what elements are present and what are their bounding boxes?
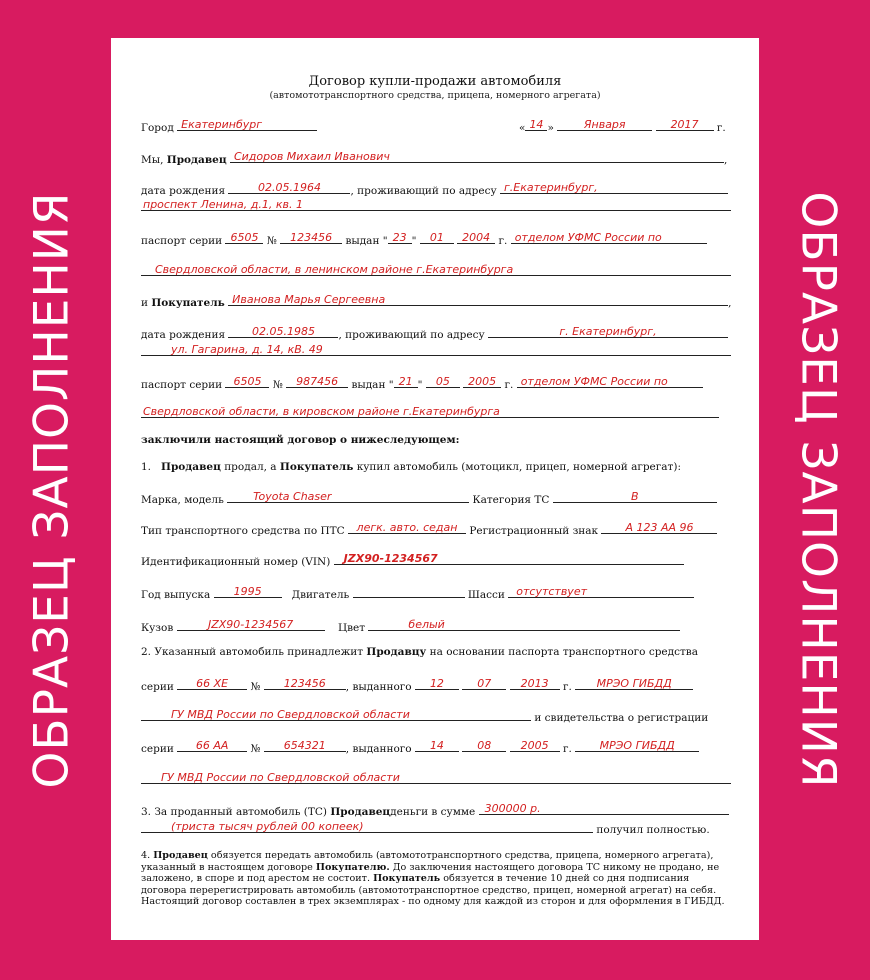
pts-month-field: 07 xyxy=(462,677,506,690)
clause-2-line xyxy=(141,646,741,658)
city-field: Екатеринбург xyxy=(177,118,317,131)
buyer-issuer-line-2 xyxy=(141,405,741,421)
buyer-issue-day: 21 xyxy=(394,375,418,388)
color-field: белый xyxy=(368,618,680,631)
clause-1-buyer: Покупатель xyxy=(279,461,354,473)
clause-3-text-start: 3. За проданный автомобиль (ТС) xyxy=(141,806,328,818)
cert-issuer-field-2: ГУ МВД России по Свердловской области xyxy=(141,771,731,784)
chassis-label: Шасси xyxy=(467,589,505,601)
seller-address-label: , проживающий по адресу xyxy=(350,185,497,197)
clause-3-money-label: деньги в сумме xyxy=(390,806,476,818)
clause-4-text-1: обязуется передать автомобиль (автомототранспортного средства, прицепа, номерного агрегата), указанный в настоящем договоре xyxy=(141,850,714,873)
model-label: Марка, модель xyxy=(141,494,224,506)
pts-year-field: 2013 xyxy=(510,677,560,690)
buyer-issuer-field-1: отделом УФМС России по xyxy=(517,375,703,388)
buyer-address-field-2: ул. Гагарина, д. 14, кВ. 49 xyxy=(141,343,731,356)
type-field: легк. авто. седан xyxy=(348,521,466,534)
pts-issuer-field-1: МРЭО ГИБДД xyxy=(575,677,693,690)
seller-birth-label: дата рождения xyxy=(141,185,226,197)
cert-year-field: 2005 xyxy=(510,739,560,752)
seller-comma: , xyxy=(723,154,728,166)
seller-issue-month: 01 xyxy=(420,231,454,244)
sum-field: 300000 р. xyxy=(479,802,729,815)
clause-4-buyer-2: Покупатель xyxy=(373,873,441,885)
buyer-issue-year: 2005 xyxy=(463,375,501,388)
concluded-heading: заключили настоящий договор о нижеследующем: xyxy=(141,434,460,446)
seller-role: Продавец xyxy=(166,154,227,166)
date-month-field: Января xyxy=(557,118,652,131)
seller-issue-year: 2004 xyxy=(457,231,495,244)
pts-issuer-field-2: ГУ МВД России по Свердловской области xyxy=(141,708,531,721)
clause-3-text-end: получил полностью. xyxy=(596,824,710,836)
seller-passport-label: паспорт серии xyxy=(141,235,223,247)
buyer-address-line-2 xyxy=(141,343,741,359)
buyer-passport-series: 6505 xyxy=(225,375,269,388)
vin-field: JZX90-1234567 xyxy=(334,552,684,565)
reg-field: А 123 АА 96 xyxy=(601,521,717,534)
seller-issued-label: выдан xyxy=(345,235,380,247)
cert-year-suffix: г. xyxy=(562,743,572,755)
clause-2-seller: Продавцу xyxy=(366,646,427,658)
pts-number-field: 123456 xyxy=(264,677,346,690)
body-label: Кузов xyxy=(141,622,174,634)
buyer-role: Покупатель xyxy=(151,297,225,309)
seller-number-label: № xyxy=(266,235,277,247)
cert-number-label: № xyxy=(250,743,261,755)
year-field: 1995 xyxy=(214,585,282,598)
pts-issued-label: , выданного xyxy=(345,681,412,693)
clause-1-number: 1. xyxy=(141,461,152,473)
buyer-birth-line xyxy=(141,325,741,341)
vehicle-type-line xyxy=(141,521,741,537)
buyer-issuer-field-2: Свердловской области, в кировском районе г.Екатеринбурга xyxy=(141,405,719,418)
type-label: Тип транспортного средства по ПТС xyxy=(141,525,345,537)
cert-line xyxy=(141,739,741,755)
vehicle-model-line xyxy=(141,490,741,506)
vehicle-year-line xyxy=(141,585,741,601)
engine-label: Двигатель xyxy=(291,589,350,601)
watermark-right: ОБРАЗЕЦ ЗАПОЛНЕНИЯ xyxy=(790,191,846,789)
seller-passport-number: 123456 xyxy=(280,231,342,244)
year-label: Год выпуска xyxy=(141,589,211,601)
seller-birth-field: 02.05.1964 xyxy=(228,181,350,194)
seller-issuer-field-2: Свердловской области, в ленинском районе г.Екатеринбурга xyxy=(141,263,731,276)
city-label: Город xyxy=(141,122,174,134)
engine-field xyxy=(353,585,465,598)
clause-1-sold: продал, а xyxy=(224,461,277,473)
cert-series-label: серии xyxy=(141,743,174,755)
clause-1-seller: Продавец xyxy=(161,461,221,473)
buyer-comma: , xyxy=(728,297,732,309)
body-field: JZX90-1234567 xyxy=(177,618,325,631)
date-open-quote: « xyxy=(519,122,526,134)
seller-issuer-field-1: отделом УФМС России по xyxy=(511,231,707,244)
document-subtitle: (автомототранспортного средства, прицепа, номерного агрегата) xyxy=(269,90,601,101)
buyer-passport-label: паспорт серии xyxy=(141,379,223,391)
cert-day-field: 14 xyxy=(415,739,459,752)
buyer-number-label: № xyxy=(272,379,283,391)
sum-words-line xyxy=(141,820,741,836)
buyer-issue-quote-close: " xyxy=(417,379,423,391)
buyer-prefix: и xyxy=(141,297,148,309)
buyer-name-field: Иванова Марья Сергеевна xyxy=(228,293,728,306)
seller-issuer-line-2 xyxy=(141,263,741,279)
vehicle-body-line xyxy=(141,618,741,634)
clause-4-number: 4. xyxy=(141,850,151,861)
clause-4-buyer: Покупателю. xyxy=(315,861,390,873)
buyer-issued-label: выдан xyxy=(351,379,386,391)
color-label: Цвет xyxy=(337,622,366,634)
cert-issuer-field-1: МРЭО ГИБДД xyxy=(575,739,699,752)
buyer-birth-field: 02.05.1985 xyxy=(228,325,338,338)
document-title: Договор купли-продажи автомобиля xyxy=(308,74,562,89)
category-label: Категория ТС xyxy=(472,494,550,506)
pts-day-field: 12 xyxy=(415,677,459,690)
seller-passport-line xyxy=(141,231,741,247)
buyer-name-line xyxy=(141,293,741,309)
seller-name-line xyxy=(141,150,741,166)
cert-month-field: 08 xyxy=(462,739,506,752)
watermark-left: ОБРАЗЕЦ ЗАПОЛНЕНИЯ xyxy=(24,191,80,789)
seller-address-field-1: г.Екатеринбург, xyxy=(500,181,728,194)
seller-issue-quote-open: " xyxy=(382,235,388,247)
registration-cert-label: и свидетельства о регистрации xyxy=(534,712,709,724)
pts-series-label: серии xyxy=(141,681,174,693)
date-day-field: 14 xyxy=(525,118,547,131)
vin-label: Идентификационный номер (VIN) xyxy=(141,556,331,568)
pts-series-field: 66 ХЕ xyxy=(177,677,247,690)
clause-2-text-end: на основании паспорта транспортного средства xyxy=(429,646,698,658)
seller-issue-year-suffix: г. xyxy=(498,235,508,247)
clause-3-seller: Продавец xyxy=(330,806,391,818)
clause-1-line xyxy=(141,461,741,473)
seller-name-field: Сидоров Михаил Иванович xyxy=(230,150,724,163)
buyer-issue-year-suffix: г. xyxy=(504,379,514,391)
city-date-line xyxy=(141,118,741,134)
contract-sheet xyxy=(111,38,759,940)
clause-3-line xyxy=(141,802,741,818)
buyer-passport-line xyxy=(141,375,741,391)
contract-date xyxy=(519,118,726,134)
pts-line xyxy=(141,677,741,693)
seller-address-field-2: проспект Ленина, д.1, кв. 1 xyxy=(141,198,731,211)
sum-words-field: (триста тысяч рублей 00 копеек) xyxy=(141,820,593,833)
pts-issuer-line-2 xyxy=(141,708,741,724)
seller-issue-quote-close: " xyxy=(411,235,417,247)
seller-birth-line xyxy=(141,181,741,197)
clause-1-bought: купил автомобиль (мотоцикл, прицеп, номерной агрегат): xyxy=(356,461,681,473)
buyer-passport-number: 987456 xyxy=(286,375,348,388)
model-field: Toyota Chaser xyxy=(227,490,469,503)
cert-issued-label: , выданного xyxy=(345,743,412,755)
clause-2-text-start: 2. Указанный автомобиль принадлежит xyxy=(141,646,364,658)
clause-4-seller: Продавец xyxy=(153,850,208,861)
reg-label: Регистрационный знак xyxy=(469,525,599,537)
seller-passport-series: 6505 xyxy=(225,231,263,244)
seller-prefix: Мы, xyxy=(141,154,164,166)
category-field: В xyxy=(553,490,717,503)
date-close-quote: » xyxy=(547,122,554,134)
buyer-issue-month: 05 xyxy=(426,375,460,388)
chassis-field: отсутствует xyxy=(508,585,694,598)
date-year-suffix: г. xyxy=(716,122,726,134)
cert-issuer-line-2 xyxy=(141,771,741,787)
buyer-birth-label: дата рождения xyxy=(141,329,226,341)
buyer-address-label: , проживающий по адресу xyxy=(338,329,485,341)
seller-issue-day: 23 xyxy=(388,231,412,244)
pts-year-suffix: г. xyxy=(562,681,572,693)
seller-address-line-2 xyxy=(141,198,741,214)
buyer-address-field-1: г. Екатеринбург, xyxy=(488,325,728,338)
date-year-field: 2017 xyxy=(656,118,714,131)
buyer-issue-quote-open: " xyxy=(388,379,394,391)
cert-number-field: 654321 xyxy=(264,739,346,752)
pts-number-label: № xyxy=(250,681,261,693)
vehicle-vin-line xyxy=(141,552,741,568)
cert-series-field: 66 АА xyxy=(177,739,247,752)
clause-4-text-2: До заключения настоящего договора ТС никому не продано, не заложено, в споре и под арестом не состоит. xyxy=(141,861,720,885)
clause-4-text-3: обязуется в течение 10 дней со дня подписания договора перерегистрировать автомобиль (автомототранспортное средство, прицеп, номерной агрегат) на себя. Настоящий договор составлен в трех экземплярах - по одному для каждой из сторон и для оформления в ГИБДД. xyxy=(141,873,725,908)
clause-4-paragraph xyxy=(141,850,729,908)
